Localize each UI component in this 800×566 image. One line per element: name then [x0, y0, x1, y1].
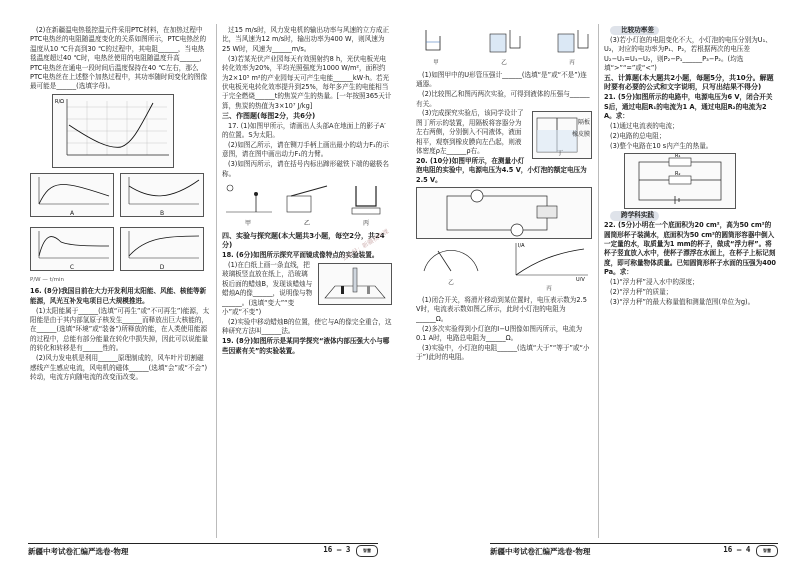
compare-power-tag: 比较功率差 — [610, 26, 659, 35]
q17-part1: 17. (1)如图甲所示，请画出人头部A在地面上的影子A′的位置。S为太阳。 — [222, 121, 386, 139]
circuit-figure — [416, 187, 592, 239]
fig-19-b — [484, 26, 524, 69]
fig-19-b-label: 乙 — [501, 60, 507, 67]
watermark: 公众号：新疆初中课 — [340, 228, 391, 263]
pressure-gauge-figures — [416, 26, 592, 69]
q22-part2: (2)“浮力秤”的质量； — [610, 288, 673, 297]
section-3-title: 三、作图题(每图2分，共6分) — [222, 111, 316, 120]
right-column-2 — [604, 26, 776, 538]
section-5-title: 五、计算题(本大题共2小题，每题5分，共10分。解题时要有必要的公式和文字说明，只写出结果不得分) — [604, 74, 774, 92]
q15-part2: (2)在新疆温电热毯控温元件采用PTC材料，在加热过程中PTC电热丝的电阻随温度变化的关系如图所示，PTC电热丝的温度从10 ℃升高到30 ℃的过程中，其电阻______，当电热毯温度超过40 ℃时，电热丝使用的电阻随温度升高______，PTC电热丝在通电一段时间后温度保持在40 ℃左右，那么PTC电热丝在上述整个加热过程中，其功率随时间变化的图像最可能是______(选填字母)。 — [30, 26, 208, 91]
q19-part2: (2)比较图乙和图丙两次实验，可得到液体的压强与______有关。 — [416, 90, 590, 108]
power-time-options — [30, 171, 210, 273]
section-4-title: 四、实验与探究题(本大题共3小题，每空2分，共24分) — [222, 231, 385, 250]
column-divider-right — [598, 24, 599, 538]
option-c-graph — [30, 227, 114, 271]
q18-part1: (1)在白纸上画一条直线，把玻璃板竖直放在纸上，沿玻璃板后面的蜡烛B，发现该蜡烛与蜡烛A的像______，说明像与物______。(选填“变大”“变小”或“不变”) — [222, 261, 313, 317]
option-b-label: B — [159, 210, 165, 218]
rt-axis-label: R/Ω — [55, 98, 64, 105]
fig-17-b — [281, 182, 333, 229]
option-a-graph — [30, 173, 114, 217]
fig-17-c — [340, 182, 392, 229]
q22-part3: (3)“浮力秤”的最大称量值和测量范围(单位为g)。 — [610, 297, 755, 306]
left-column-1 — [30, 26, 210, 538]
q16-wind: 过15 m/s时，风力发电机的输出功率与风速的立方成正比，当风速为12 m/s时，输出功率为400 W，则风速为25 W时，风速为______m/s。 — [222, 26, 390, 53]
q17-part2: (2)如图乙所示，请在铡刀手柄上画出最小的动力F₁的示意图，请在图中画出动力F₁的力臂。 — [222, 140, 389, 159]
column-divider — [216, 24, 217, 538]
axes-caption: P/W — t/min — [30, 276, 64, 283]
right-footer-title: 新疆中考试卷汇编严选卷·物理 — [490, 546, 591, 556]
left-page-number: 16 — 3 — [323, 545, 351, 554]
fig-19-a-label: 甲 — [433, 60, 439, 67]
publisher-logo-icon: 智慧 — [356, 545, 378, 557]
fig-17-b-label: 乙 — [303, 220, 310, 228]
q17-figures — [222, 182, 392, 229]
right-page-number: 16 — 4 — [723, 545, 751, 554]
left-footer-title: 新疆中考试卷汇编严选卷·物理 — [28, 546, 129, 556]
membrane-label: 橡皮膜 — [571, 131, 590, 139]
q20-part1: (1)闭合开关，将滑片移动到某位置时，电压表示数为2.5 V时，电流表示数如图乙所示，此时小灯泡的电阻为______Ω。 — [416, 296, 587, 323]
fig-20-b-label: 乙 — [448, 279, 454, 286]
meter-and-iu-figures — [416, 241, 592, 294]
fig-19-c — [552, 26, 592, 69]
q16-part3: (3)若某光伏产业园每天有效照射约8 h，光伏电板光电转化效率为20%，平均光照强度为1000 W/m²，面积约为2×10⁵ m²的产业园每天可产生电能______kW·h。若光伏电板光电转化效率提升到25%，每年多产生的电能相当于完全燃烧______t的焦炭产生的热量。[一年按照365天计算，焦炭的热值为3×10⁷ J/kg] — [222, 54, 392, 110]
option-b-graph — [120, 173, 204, 217]
q19-heading: 19. (8分)如图所示是某同学探究“液体内部压强大小与哪些因素有关”的实验装置。 — [222, 337, 390, 355]
ammeter-figure — [416, 241, 486, 294]
fig-17-a-label: 甲 — [244, 220, 251, 228]
left-column-2 — [222, 26, 392, 538]
option-d-graph — [120, 227, 204, 271]
r2-label: R₂ — [675, 171, 681, 178]
iu-u-label: U/V — [576, 277, 585, 282]
fig-19-c-label: 丙 — [569, 60, 575, 67]
q20-part3: (3)实验中，小灯泡的电阻______(选填“大于”“等于”或“小于”)此时的电阻。 — [416, 344, 590, 362]
q16-heading: 16. (8分)我国目前在大力开发利用太阳能、风能、核能等新能源，风光互补发电项目已大规模推进。 — [30, 287, 207, 305]
q21-heading: 21. (5分)如图所示的电路中，电源电压为6 V，闭合开关S后，通过电阻R₁的电流为1 A，通过电阻R₂的电流为2 A。求： — [604, 93, 773, 121]
fig-19-a — [416, 26, 456, 69]
q16-part2: (2)风力发电机是利用______原理制成的，风车叶片切割磁感线产生感应电流，风电机的磁体______(选填“会”或“不会”)转动，电流方向随电流的改变而改变。 — [30, 354, 208, 381]
q20-part2: (2)多次实验得到小灯泡的I−U图像如图丙所示，电流为0.1 A时，电路总电阻为______Ω。 — [416, 324, 583, 343]
q22-heading: 22. (5分)小明在一个底面积为20 cm²，高为50 cm²的圆筒形杯子装满水，底面积为50 cm²的圆筒形容器中倒入一定量的水，取质量为1 mm的杯子，做成“浮力秤”。将杯子竖直放入水中，使杯子漂浮在水面上，在杯子上标记刻度，即可称量物体质量。已知圆筒形杯子水面的压强为400 Pa。求： — [604, 221, 776, 277]
axis-p-label: P/W — [30, 276, 41, 283]
q20-heading: 20. (10分)如图甲所示，在测量小灯泡电阻的实验中，电源电压为4.5 V，小灯泡的额定电压为2.5 V。 — [416, 156, 587, 184]
fig-20-c-label: 丙 — [546, 285, 552, 292]
partition-label: 隔板 — [577, 119, 590, 127]
fig-17-c-label: 丙 — [362, 220, 369, 228]
q19-part3: (3)完成探究实验后，该同学设计了图丁所示的装置，用隔板将容器分为左右两侧，分别倒入不同液体，液面相平，观察到橡皮膜向左凸起，则液体密度ρ左______ρ右。 — [416, 109, 524, 156]
q21-part2: (2)电路的总电阻； — [610, 131, 666, 140]
partition-container-figure — [532, 111, 592, 159]
q22-part1: (1)“浮力秤”浸入水中的深度； — [610, 278, 699, 287]
r1-label: R₁ — [675, 154, 681, 160]
iu-i-label: I/A — [518, 243, 525, 250]
cross-subject-tag: 跨学科实践 — [610, 211, 659, 220]
rt-curve — [69, 103, 153, 147]
right-column-1 — [416, 26, 592, 538]
left-footer — [28, 543, 378, 558]
resistance-temperature-graph — [52, 94, 174, 168]
option-a-label: A — [69, 210, 75, 218]
mirror-setup-figure — [318, 263, 392, 305]
publisher-logo-icon-right: 智慧 — [756, 545, 778, 557]
q18-heading: 18. (6分)如图所示探究平面镜成像特点的实验装置。 — [222, 251, 379, 260]
axis-t-label: t/min — [49, 276, 64, 283]
rt-curve-svg — [53, 95, 173, 167]
right-footer — [490, 543, 778, 558]
parallel-circuit-figure — [624, 153, 736, 209]
q21-part3: (3)整个电路在10 s内产生的热量。 — [610, 141, 713, 150]
q17-part3: (3)如图丙所示，请在括号内标出蹄形磁铁下端的磁极名称。 — [222, 160, 389, 178]
fig-19-d-label: 丁 — [557, 150, 564, 158]
option-d-label: D — [159, 264, 165, 272]
option-c-label: C — [69, 264, 75, 272]
iu-graph — [506, 241, 592, 294]
q19-part1: (1)如图甲中的U形管压强计______(选填“是”或“不是”)连通器。 — [416, 70, 587, 89]
q18-part2: (2)实验中移动蜡烛B的位置，使它与A的像完全重合，这种研究方法叫______法。 — [222, 317, 392, 336]
q20-part4: (3)若小灯泡的电阻变化不大，小灯泡的电压分别为U₁、U₂，对应的电功率为P₁、P₂，若根据两次的电压差U₂−U₁=U₃−U₂，则P₂−P₁______P₃−P₂。(均选填“>”“=”或“<”) — [604, 35, 772, 73]
fig-17-a — [222, 182, 274, 229]
q21-part1: (1)通过电流表的电流； — [610, 122, 679, 131]
q16-part1: (1)太阳能属于______(选填“可再生”或“不可再生”)能源，太阳能是由于其内部氢原子核发生______而释放出巨大核能的，在______(选填“环境”或“装备”)所释放的能，在人类使用能源的过程中，总能有部分能量在转化中损失掉，因此可以说能量的转化和转移是有______性的。 — [30, 306, 210, 353]
page-right — [400, 0, 800, 566]
